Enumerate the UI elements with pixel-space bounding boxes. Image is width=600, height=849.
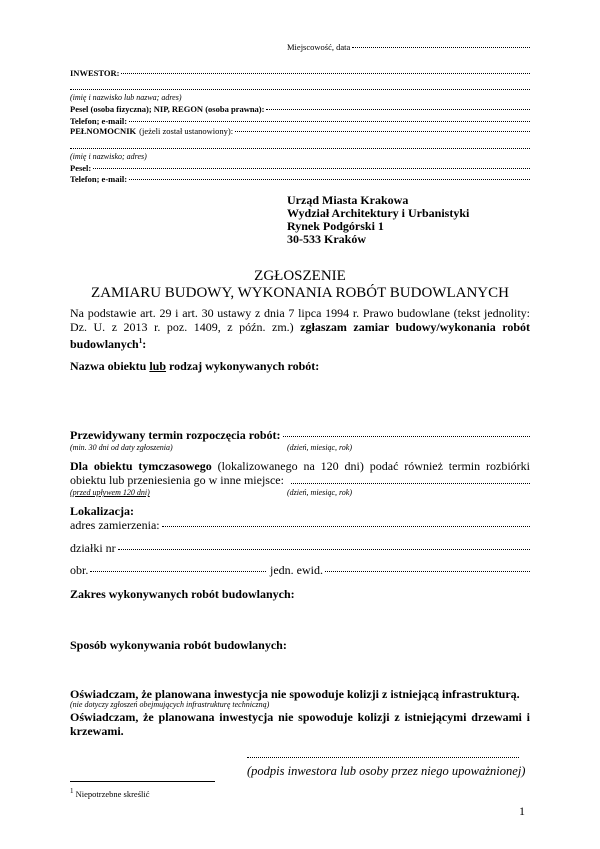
page-number: 1 xyxy=(519,804,525,818)
precinct-field[interactable] xyxy=(70,563,266,578)
footnote-ref: 1 xyxy=(138,337,143,345)
proxy-hint: (imię i nazwisko; adres) xyxy=(70,152,147,161)
intro-colon: : xyxy=(142,337,147,351)
removal-date-line[interactable] xyxy=(291,483,530,484)
investor-line-2[interactable] xyxy=(70,89,530,90)
signature-line[interactable] xyxy=(247,757,519,758)
investor-label: INWESTOR: xyxy=(70,68,120,78)
intro-paragraph xyxy=(70,306,530,351)
location-heading: Lokalizacja: xyxy=(70,504,134,518)
recipient-office: Urząd Miasta Krakowa xyxy=(287,193,409,207)
declaration-infrastructure: Oświadczam, że planowana inwestycja nie spowoduje kolizji z istniejącą infrastrukturą. xyxy=(70,687,520,701)
recipient-street: Rynek Podgórski 1 xyxy=(287,219,384,233)
investor-hint: (imię i nazwisko lub nazwa; adres) xyxy=(70,93,182,102)
declaration-infrastructure-note: (nie dotyczy zgłoszeń obejmujących infrastrukturę techniczną) xyxy=(70,700,270,709)
investor-id-label: Pesel (osoba fizyczna); NIP, REGON (osoba prawna): xyxy=(70,104,265,114)
scope-label: Zakres wykonywanych robót budowlanych: xyxy=(70,587,295,601)
start-date-hint-format: (dzień, miesiąc, rok) xyxy=(287,443,353,452)
investor-line xyxy=(121,73,530,74)
address-label: adres zamierzenia: xyxy=(70,518,160,532)
proxy-line-2[interactable] xyxy=(70,148,530,149)
object-or-underlined: lub xyxy=(149,359,167,373)
unit-field[interactable] xyxy=(270,563,530,578)
place-date-field[interactable] xyxy=(287,42,530,52)
investor-id-line xyxy=(266,109,530,110)
proxy-phone-label: Telefon; e-mail: xyxy=(70,174,128,184)
proxy-phone-field[interactable] xyxy=(70,174,530,184)
place-date-label: Miejscowość, data xyxy=(287,42,351,52)
investor-phone-line xyxy=(129,121,530,122)
document-title: ZGŁOSZENIE xyxy=(254,268,346,284)
recipient-department: Wydział Architektury i Urbanistyki xyxy=(287,206,470,220)
object-name-label: Nazwa obiektu lub rodzaj wykonywanych robót: xyxy=(70,359,320,373)
declaration-trees: Oświadczam, że planowana inwestycja nie spowoduje kolizji z istniejącymi drzewami i krzewami. xyxy=(70,710,530,738)
precinct-label: obr. xyxy=(70,563,89,577)
plots-label: działki nr xyxy=(70,541,116,555)
proxy-phone-line xyxy=(129,179,530,180)
document-subtitle: ZAMIARU BUDOWY, WYKONANIA ROBÓT BUDOWLANYCH xyxy=(91,285,509,301)
intro-text: Na podstawie art. 29 i art. 30 ustawy z dnia 7 lipca 1994 r. Prawo budowlane (tekst jednolity: Dz. U. z 2013 r. poz. 1409, z późn. zm.) xyxy=(70,306,530,334)
recipient-city: 30-533 Kraków xyxy=(287,232,366,246)
investor-phone-field[interactable] xyxy=(70,116,530,126)
unit-line xyxy=(325,571,530,572)
start-date-hint-min: (min. 30 dni od daty zgłoszenia) xyxy=(70,443,173,452)
investor-phone-label: Telefon; e-mail: xyxy=(70,116,128,126)
footnote xyxy=(70,787,150,799)
method-label: Sposób wykonywania robót budowlanych: xyxy=(70,638,287,652)
removal-date-hint: (przed upływem 120 dni) xyxy=(70,488,150,497)
proxy-pesel-field[interactable] xyxy=(70,163,530,173)
unit-label: jedn. ewid. xyxy=(270,563,323,577)
proxy-note: (jeżeli został ustanowiony): xyxy=(139,126,234,136)
investor-id-field[interactable] xyxy=(70,104,530,114)
signature-hint: (podpis inwestora lub osoby przez niego upoważnionej) xyxy=(247,764,526,778)
proxy-pesel-label: Pesel: xyxy=(70,163,92,173)
start-date-field[interactable] xyxy=(70,428,530,443)
start-date-line xyxy=(283,436,531,437)
footnote-text: Niepotrzebne skreślić xyxy=(73,788,150,799)
address-line xyxy=(162,526,530,527)
proxy-field[interactable] xyxy=(70,126,530,136)
place-date-line xyxy=(352,47,530,48)
plots-line xyxy=(118,549,530,550)
start-date-label: Przewidywany termin rozpoczęcia robót: xyxy=(70,428,281,442)
investor-field[interactable] xyxy=(70,68,530,78)
temporary-label: Dla obiektu tymczasowego xyxy=(70,459,212,473)
proxy-line xyxy=(235,131,530,132)
footnote-separator xyxy=(70,781,215,782)
temporary-text: (lokalizowanego na 120 dni) podać również termin rozbiórki obiektu lub przeniesienia go w inne miejsce: xyxy=(70,459,530,487)
plots-field[interactable] xyxy=(70,541,530,556)
precinct-line xyxy=(90,571,266,572)
proxy-label: PEŁNOMOCNIK xyxy=(70,126,137,136)
removal-date-format: (dzień, miesiąc, rok) xyxy=(287,488,353,497)
address-field[interactable] xyxy=(70,518,530,533)
footnote-mark: 1 xyxy=(70,787,74,795)
proxy-pesel-line xyxy=(93,168,530,169)
intro-bold: zgłaszam zamiar budowy/wykonania robót budowlanych xyxy=(70,320,531,351)
